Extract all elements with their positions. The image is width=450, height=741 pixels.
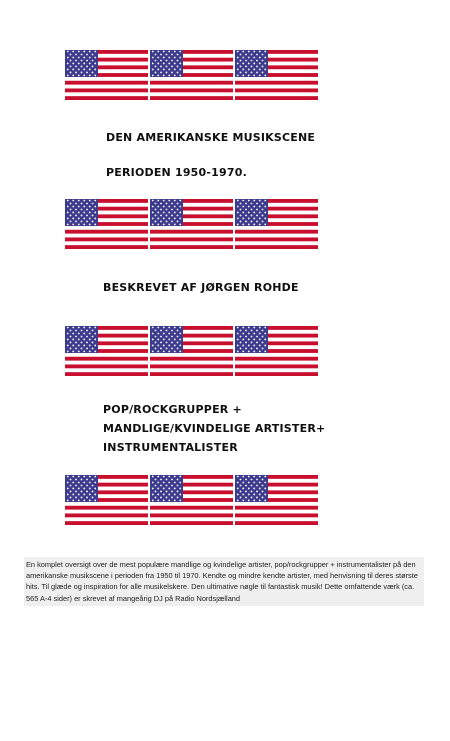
author-line: BESKREVET AF JØRGEN ROHDE [103, 281, 299, 294]
document-title-line-1: DEN AMERIKANSKE MUSIKSCENE [106, 131, 316, 144]
subtitle-line: INSTRUMENTALISTER [103, 441, 238, 454]
document-title-line-2: PERIODEN 1950-1970. [106, 166, 247, 179]
us-flag-icon [65, 475, 148, 525]
us-flag-icon [235, 50, 318, 100]
flag-row-4 [65, 475, 320, 525]
subtitle-block [103, 400, 325, 457]
flag-row-3 [65, 326, 320, 376]
us-flag-icon [150, 475, 233, 525]
subtitle-line: MANDLIGE/KVINDELIGE ARTISTER+ [103, 422, 326, 435]
us-flag-icon [150, 326, 233, 376]
book-description: En komplet oversigt over de mest populære mandlige og kvindelige artister, pop/rockgrupper + instrumentalister på den amerikanske musikscene i perioden fra 1950 til 1970. Kendte og mindre kendte artister, med henvisning til deres største hits. Til glæde og inspiration for alle musikelskere. Den ultimative nøgle til fantastisk musik! Dette omfattende værk (ca. 565 A-4 sider) er skrevet af mangeårig DJ på Radio Nordsjælland [24, 557, 424, 606]
us-flag-icon [65, 199, 148, 249]
us-flag-icon [65, 326, 148, 376]
us-flag-icon [65, 50, 148, 100]
us-flag-icon [235, 475, 318, 525]
flag-row-2 [65, 199, 320, 249]
us-flag-icon [235, 199, 318, 249]
flag-row-1 [65, 50, 320, 100]
us-flag-icon [150, 199, 233, 249]
subtitle-line: POP/ROCKGRUPPER + [103, 403, 242, 416]
us-flag-icon [150, 50, 233, 100]
us-flag-icon [235, 326, 318, 376]
